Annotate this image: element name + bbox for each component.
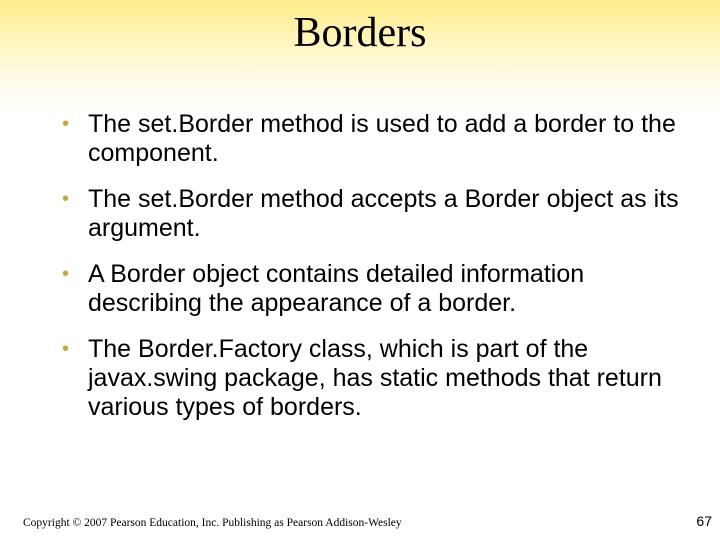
bullet-list bbox=[60, 110, 680, 439]
bullet-item bbox=[60, 185, 680, 243]
bullet-text: The Border.Factory class, which is part of the javax.swing package, has static methods that return various types of borders. bbox=[88, 335, 662, 421]
bullet-marker-icon: • bbox=[62, 188, 70, 210]
bullet-text: The set.Border method accepts a Border object as its argument. bbox=[88, 185, 679, 242]
bullet-marker-icon: • bbox=[62, 263, 70, 285]
bullet-text: The set.Border method is used to add a border to the component. bbox=[88, 110, 676, 167]
bullet-item bbox=[60, 110, 680, 168]
bullet-item bbox=[60, 335, 680, 422]
bullet-marker-icon: • bbox=[62, 113, 70, 135]
bullet-item bbox=[60, 260, 680, 318]
footer-copyright: Copyright © 2007 Pearson Education, Inc. Publishing as Pearson Addison-Wesley bbox=[23, 517, 402, 529]
bullet-marker-icon: • bbox=[62, 338, 70, 360]
slide-title: Borders bbox=[293, 10, 427, 56]
page-number: 67 bbox=[696, 513, 712, 529]
bullet-text: A Border object contains detailed information describing the appearance of a border. bbox=[88, 260, 585, 317]
